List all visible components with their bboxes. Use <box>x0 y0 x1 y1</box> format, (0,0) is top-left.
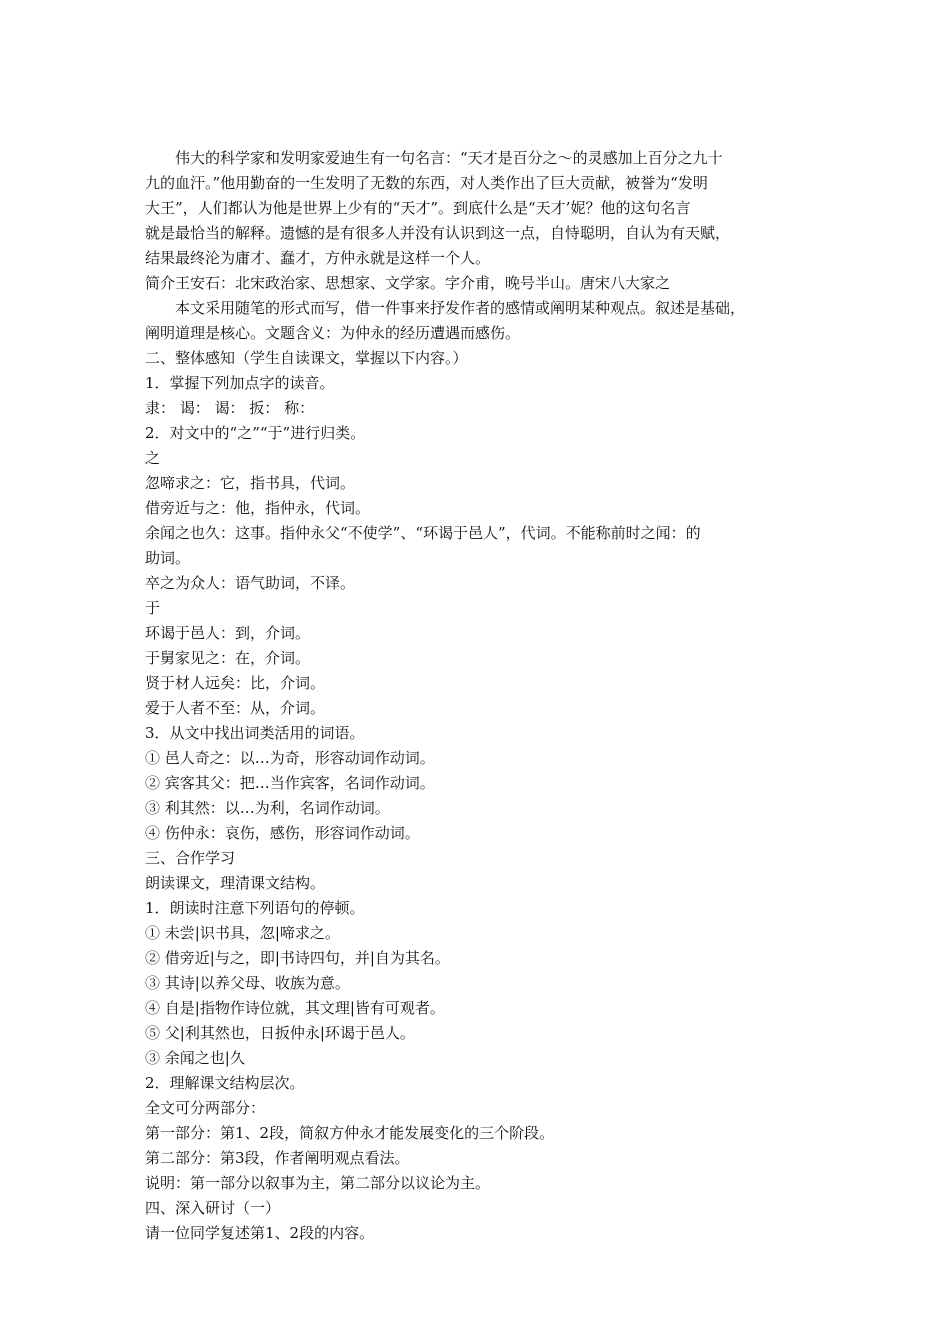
text-line: 请一位同学复述第1、2段的内容。 <box>145 1224 375 1242</box>
text-line: ③ 利其然：以…为利，名词作动词。 <box>145 799 390 817</box>
text-line: 说明：第一部分以叙事为主，第二部分以议论为主。 <box>145 1174 491 1192</box>
text-line: 就是最恰当的解释。遗憾的是有很多人并没有认识到这一点，自恃聪明，自认为有天赋， <box>145 224 731 242</box>
text-line: ① 未尝|识书具，忽|啼求之。 <box>145 924 340 942</box>
text-line: 之 <box>145 449 161 467</box>
text-line: ② 借旁近|与之，即|书诗四句，并|自为其名。 <box>145 949 450 967</box>
text-line: 隶： 谒： 谒： 扳： 称： <box>145 399 315 417</box>
text-line: 借旁近与之：他，指仲永，代词。 <box>145 499 371 517</box>
text-line: 1．掌握下列加点字的读音。 <box>145 374 335 392</box>
text-line: 2．理解课文结构层次。 <box>145 1074 305 1092</box>
text-line: 第二部分：第3段，作者阐明观点看法。 <box>145 1149 410 1167</box>
text-line: 二、整体感知（学生自读课文，掌握以下内容。） <box>145 349 468 367</box>
text-line: 朗读课文，理清课文结构。 <box>145 874 326 892</box>
text-line: ② 宾客其父：把…当作宾客，名词作动词。 <box>145 774 435 792</box>
text-line: 贤于材人远矣：比，介词。 <box>145 674 326 692</box>
text-line: ⑤ 父|利其然也，日扳仲永|环谒于邑人。 <box>145 1024 415 1042</box>
text-line: ③ 余闻之也|久 <box>145 1049 245 1067</box>
text-line: 伟大的科学家和发明家爱迪生有一句名言：“天才是百分之～的灵感加上百分之九十 <box>175 149 723 167</box>
text-line: 2．对文中的“之”“于”进行归类。 <box>145 424 366 442</box>
text-line: ③ 其诗|以养父母、收族为意。 <box>145 974 350 992</box>
text-line: 1．朗读时注意下列语句的停顿。 <box>145 899 365 917</box>
text-line: 于 <box>145 599 161 617</box>
text-line: 大王”，人们都认为他是世界上少有的“天才”。到底什么是“天才’妮？他的这句名言 <box>145 199 691 217</box>
text-line: 九的血汗。”他用勤奋的一生发明了无数的东西，对人类作出了巨大贡献，被誉为“发明 <box>145 174 708 192</box>
text-line: 环谒于邑人：到，介词。 <box>145 624 311 642</box>
text-line: 三、合作学习 <box>145 849 236 867</box>
text-line: 3．从文中找出词类活用的词语。 <box>145 724 365 742</box>
text-line: 助词。 <box>145 549 191 567</box>
text-line: 爱于人者不至：从，介词。 <box>145 699 326 717</box>
text-line: 简介王安石：北宋政治家、思想家、文学家。字介甫，晚号半山。唐宋八大家之 <box>145 274 671 292</box>
text-line: 忽啼求之：它，指书具，代词。 <box>145 474 356 492</box>
text-line: 阐明道理是核心。文题含义：为仲永的经历遭遇而感伤。 <box>145 324 521 342</box>
text-line: ① 邑人奇之：以…为奇，形容动词作动词。 <box>145 749 435 767</box>
text-line: ④ 自是|指物作诗位就，其文理|皆有可观者。 <box>145 999 445 1017</box>
text-line: 四、深入研讨（一） <box>145 1199 281 1217</box>
document-page <box>145 146 817 1246</box>
text-line: 卒之为众人：语气助词，不译。 <box>145 574 356 592</box>
text-line: ④ 伤仲永：哀伤，感伤，形容词作动词。 <box>145 824 420 842</box>
text-line: 结果最终沦为庸才、蠢才，方仲永就是这样一个人。 <box>145 249 491 267</box>
text-line: 第一部分：第1、2段，简叙方仲永才能发展变化的三个阶段。 <box>145 1124 555 1142</box>
text-line: 于舅家见之：在，介词。 <box>145 649 311 667</box>
text-line: 余闻之也久：这事。指仲永父“不使学”、“环谒于邑人”，代词。不能称前时之闻：的 <box>145 524 701 542</box>
text-line: 全文可分两部分： <box>145 1099 266 1117</box>
text-line: 本文采用随笔的形式而写，借一件事来抒发作者的感情或阐明某种观点。叙述是基础， <box>175 299 746 317</box>
